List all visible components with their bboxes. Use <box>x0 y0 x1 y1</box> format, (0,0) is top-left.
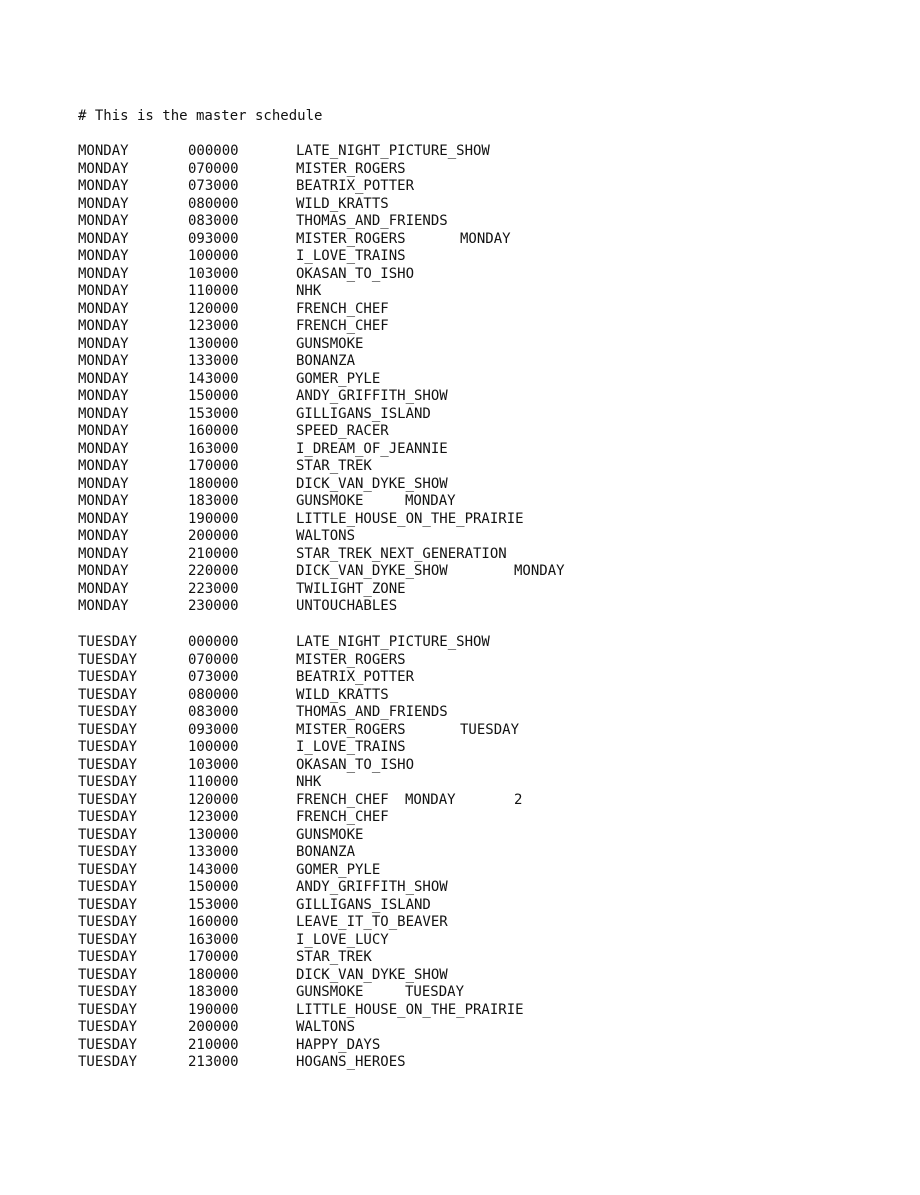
row-time: 080000 <box>188 686 239 703</box>
row-show: SPEED_RACER <box>296 423 389 439</box>
row-day: MONDAY <box>78 230 129 247</box>
row-extra-day: MONDAY <box>405 791 456 808</box>
row-show: WILD_KRATTS <box>296 195 389 212</box>
schedule-comment: # This is the master schedule <box>78 108 323 124</box>
row-time: 153000 <box>188 896 239 913</box>
row-day: MONDAY <box>78 265 129 282</box>
row-day: MONDAY <box>78 178 129 194</box>
row-day: TUESDAY <box>78 826 138 843</box>
row-show: WALTONS <box>296 528 356 544</box>
row-show: THOMAS_AND_FRIENDS <box>296 213 448 229</box>
row-extra-day: MONDAY <box>405 493 456 509</box>
row-show: BONANZA <box>296 353 356 369</box>
row-day: TUESDAY <box>78 861 138 878</box>
row-time: 190000 <box>188 1001 239 1018</box>
row-day: TUESDAY <box>78 914 138 930</box>
row-day: MONDAY <box>78 510 129 527</box>
row-day: TUESDAY <box>78 1019 138 1035</box>
row-time: 143000 <box>188 861 239 878</box>
row-extra-day: MONDAY <box>460 230 511 247</box>
row-time: 163000 <box>188 931 239 948</box>
row-day: MONDAY <box>78 423 129 439</box>
row-time: 000000 <box>188 143 239 159</box>
row-day: TUESDAY <box>78 634 138 650</box>
row-time: 200000 <box>188 1019 239 1035</box>
row-time: 180000 <box>188 475 239 492</box>
row-time: 133000 <box>188 353 239 369</box>
row-show: MISTER_ROGERS <box>296 230 406 247</box>
row-day: MONDAY <box>78 528 129 544</box>
row-time: 100000 <box>188 248 239 264</box>
row-time: 213000 <box>188 1054 239 1070</box>
row-time: 120000 <box>188 791 239 808</box>
row-day: TUESDAY <box>78 809 138 825</box>
row-show: STAR_TREK <box>296 949 372 965</box>
row-show: I_LOVE_TRAINS <box>296 739 406 755</box>
row-show: UNTOUCHABLES <box>296 598 398 614</box>
row-day: TUESDAY <box>78 791 138 808</box>
row-time: 150000 <box>188 388 239 404</box>
row-show: THOMAS_AND_FRIENDS <box>296 704 448 720</box>
row-show: TWILIGHT_ZONE <box>296 580 406 597</box>
row-day: TUESDAY <box>78 721 138 738</box>
row-day: TUESDAY <box>78 1054 138 1070</box>
row-show: GOMER_PYLE <box>296 370 381 387</box>
row-time: 190000 <box>188 510 239 527</box>
row-show: FRENCH_CHEF <box>296 791 389 808</box>
row-day: TUESDAY <box>78 686 138 703</box>
row-day: TUESDAY <box>78 1036 138 1053</box>
row-show: LITTLE_HOUSE_ON_THE_PRAIRIE <box>296 510 524 527</box>
row-time: 123000 <box>188 318 239 334</box>
row-show: MISTER_ROGERS <box>296 721 406 738</box>
row-show: MISTER_ROGERS <box>296 160 406 177</box>
row-day: TUESDAY <box>78 879 138 895</box>
row-time: 073000 <box>188 669 239 685</box>
row-time: 230000 <box>188 598 239 614</box>
row-show: ANDY_GRIFFITH_SHOW <box>296 879 448 895</box>
row-day: TUESDAY <box>78 669 138 685</box>
row-day: MONDAY <box>78 580 129 597</box>
row-day: MONDAY <box>78 598 129 614</box>
row-show: FRENCH_CHEF <box>296 318 389 334</box>
row-show: GUNSMOKE <box>296 493 364 509</box>
row-extra-day: TUESDAY <box>460 721 520 738</box>
row-time: 160000 <box>188 423 239 439</box>
row-day: TUESDAY <box>78 756 138 773</box>
row-time: 110000 <box>188 283 239 299</box>
row-time: 100000 <box>188 739 239 755</box>
row-show: HOGANS_HEROES <box>296 1054 406 1070</box>
row-show: STAR_TREK_NEXT_GENERATION <box>296 545 507 562</box>
row-show: I_DREAM_OF_JEANNIE <box>296 440 448 457</box>
row-day: TUESDAY <box>78 774 138 790</box>
row-show: BONANZA <box>296 844 356 860</box>
row-time: 150000 <box>188 879 239 895</box>
row-show: GUNSMOKE <box>296 984 364 1000</box>
row-day: TUESDAY <box>78 931 138 948</box>
row-day: TUESDAY <box>78 984 138 1000</box>
row-show: GOMER_PYLE <box>296 861 381 878</box>
row-time: 083000 <box>188 213 239 229</box>
row-day: TUESDAY <box>78 966 138 983</box>
row-time: 170000 <box>188 949 239 965</box>
row-time: 130000 <box>188 335 239 352</box>
row-time: 083000 <box>188 704 239 720</box>
row-day: TUESDAY <box>78 704 138 720</box>
row-day: MONDAY <box>78 440 129 457</box>
row-day: MONDAY <box>78 405 129 422</box>
row-time: 223000 <box>188 580 239 597</box>
row-show: GILLIGANS_ISLAND <box>296 896 431 913</box>
row-day: MONDAY <box>78 213 129 229</box>
row-show: HAPPY_DAYS <box>296 1036 381 1053</box>
row-day: TUESDAY <box>78 739 138 755</box>
row-show: OKASAN_TO_ISHO <box>296 756 415 773</box>
row-show: I_LOVE_TRAINS <box>296 248 406 264</box>
row-day: MONDAY <box>78 248 129 264</box>
row-day: MONDAY <box>78 458 129 474</box>
row-time: 153000 <box>188 405 239 422</box>
row-time: 220000 <box>188 563 239 579</box>
row-extra-day: MONDAY <box>514 563 565 579</box>
row-time: 163000 <box>188 440 239 457</box>
row-time: 120000 <box>188 300 239 317</box>
row-day: MONDAY <box>78 370 129 387</box>
row-show: WILD_KRATTS <box>296 686 389 703</box>
row-time: 093000 <box>188 230 239 247</box>
row-day: MONDAY <box>78 143 129 159</box>
row-show: LATE_NIGHT_PICTURE_SHOW <box>296 143 490 159</box>
row-show: GUNSMOKE <box>296 335 364 352</box>
row-show: LATE_NIGHT_PICTURE_SHOW <box>296 634 490 650</box>
row-time: 170000 <box>188 458 239 474</box>
row-day: TUESDAY <box>78 651 138 668</box>
row-show: LEAVE_IT_TO_BEAVER <box>296 914 448 930</box>
row-show: LITTLE_HOUSE_ON_THE_PRAIRIE <box>296 1001 524 1018</box>
row-show: GUNSMOKE <box>296 826 364 843</box>
row-day: MONDAY <box>78 160 129 177</box>
row-day: MONDAY <box>78 283 129 299</box>
row-day: TUESDAY <box>78 896 138 913</box>
row-day: MONDAY <box>78 563 129 579</box>
row-time: 070000 <box>188 160 239 177</box>
row-time: 183000 <box>188 493 239 509</box>
row-show: OKASAN_TO_ISHO <box>296 265 415 282</box>
row-time: 080000 <box>188 195 239 212</box>
row-show: DICK_VAN_DYKE_SHOW <box>296 475 448 492</box>
row-time: 073000 <box>188 178 239 194</box>
row-time: 210000 <box>188 1036 239 1053</box>
row-show: FRENCH_CHEF <box>296 300 389 317</box>
row-day: MONDAY <box>78 335 129 352</box>
row-day: MONDAY <box>78 545 129 562</box>
row-day: MONDAY <box>78 353 129 369</box>
row-show: MISTER_ROGERS <box>296 651 406 668</box>
row-time: 180000 <box>188 966 239 983</box>
row-time: 210000 <box>188 545 239 562</box>
row-day: TUESDAY <box>78 844 138 860</box>
row-day: MONDAY <box>78 475 129 492</box>
row-day: TUESDAY <box>78 949 138 965</box>
row-day: MONDAY <box>78 318 129 334</box>
row-time: 143000 <box>188 370 239 387</box>
row-day: TUESDAY <box>78 1001 138 1018</box>
row-show: I_LOVE_LUCY <box>296 931 389 948</box>
row-day: MONDAY <box>78 300 129 317</box>
row-extra-day: TUESDAY <box>405 984 465 1000</box>
row-show: BEATRIX_POTTER <box>296 178 415 194</box>
row-show: GILLIGANS_ISLAND <box>296 405 431 422</box>
row-time: 000000 <box>188 634 239 650</box>
row-time: 110000 <box>188 774 239 790</box>
row-time: 103000 <box>188 756 239 773</box>
row-time: 130000 <box>188 826 239 843</box>
row-day: MONDAY <box>78 195 129 212</box>
row-time: 093000 <box>188 721 239 738</box>
row-show: STAR_TREK <box>296 458 372 474</box>
row-show: DICK_VAN_DYKE_SHOW <box>296 563 448 579</box>
row-time: 160000 <box>188 914 239 930</box>
row-time: 123000 <box>188 809 239 825</box>
row-show: FRENCH_CHEF <box>296 809 389 825</box>
row-day: MONDAY <box>78 388 129 404</box>
row-time: 200000 <box>188 528 239 544</box>
row-show: WALTONS <box>296 1019 356 1035</box>
row-extra-number: 2 <box>514 791 523 808</box>
row-show: NHK <box>296 283 322 299</box>
row-time: 183000 <box>188 984 239 1000</box>
row-show: DICK_VAN_DYKE_SHOW <box>296 966 448 983</box>
row-show: NHK <box>296 774 322 790</box>
row-show: ANDY_GRIFFITH_SHOW <box>296 388 448 404</box>
row-time: 133000 <box>188 844 239 860</box>
row-day: MONDAY <box>78 493 129 509</box>
row-show: BEATRIX_POTTER <box>296 669 415 685</box>
row-time: 103000 <box>188 265 239 282</box>
row-time: 070000 <box>188 651 239 668</box>
